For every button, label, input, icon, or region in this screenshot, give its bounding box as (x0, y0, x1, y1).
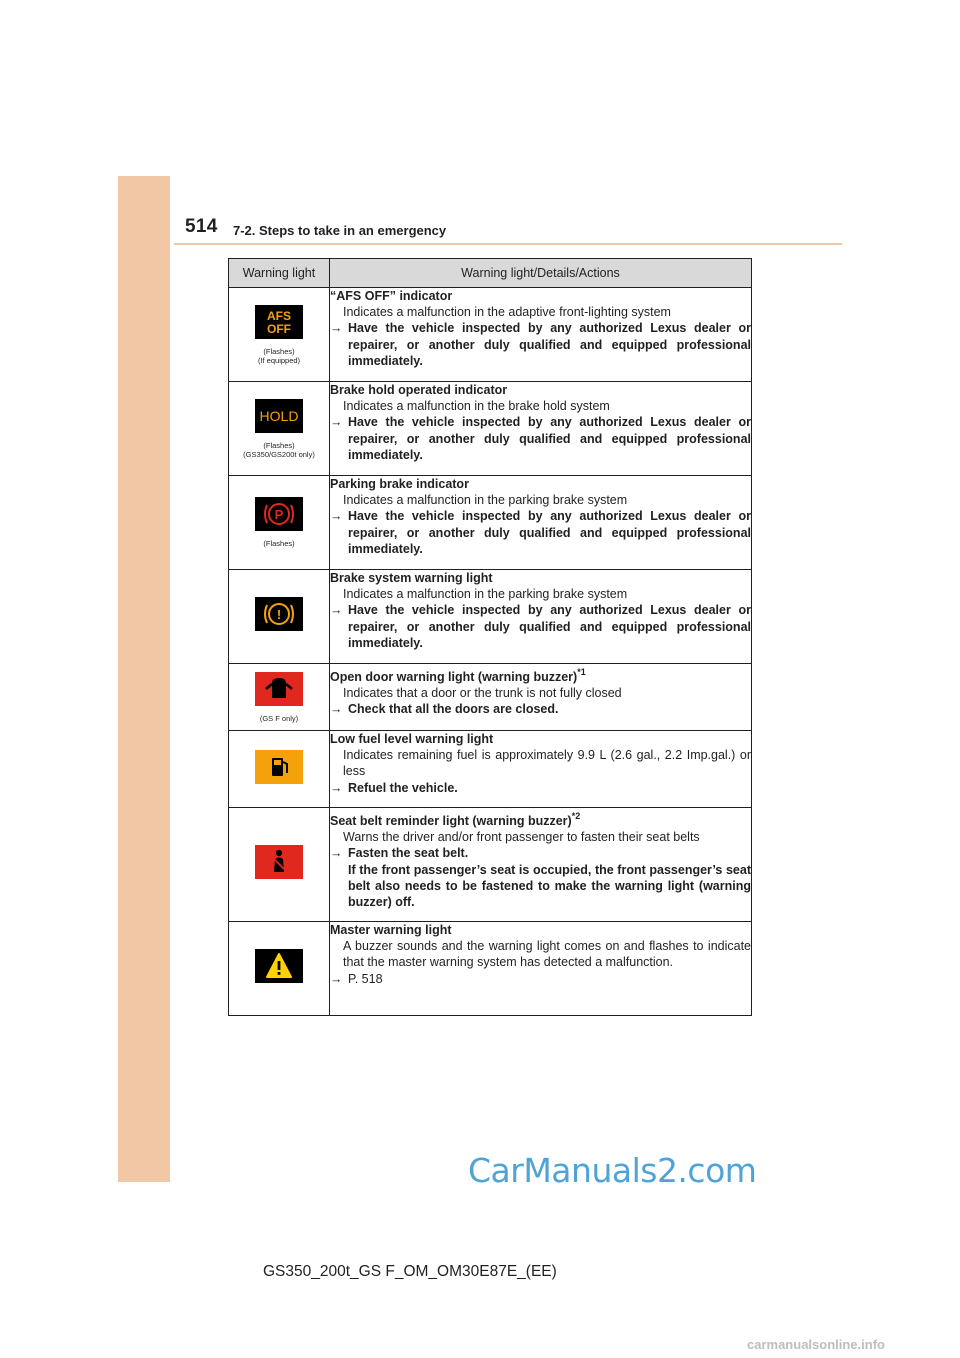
arrow-icon: → (330, 603, 343, 618)
table-row (229, 664, 752, 731)
icon-cell (229, 570, 330, 664)
icon-cell (229, 476, 330, 570)
row-action: → Check that all the doors are closed. (330, 702, 559, 717)
row-action: → P. 518 (330, 971, 383, 986)
details-cell (330, 922, 752, 1016)
footnote-marker: *1 (577, 667, 586, 677)
row-action-detail: If the front passenger’s seat is occupied, the front passenger’s seat belt also needs to be fastened to make the warning light (warning buzzer) off. (348, 862, 751, 910)
footnote-marker: *2 (571, 811, 581, 821)
row-detail: Indicates a malfunction in the parking brake system (343, 587, 628, 602)
hold-icon (255, 399, 303, 433)
master-warning-icon (255, 949, 303, 983)
row-detail: Indicates a malfunction in the brake hold system (343, 399, 610, 414)
details-cell (330, 731, 752, 808)
table-row (229, 731, 752, 808)
table-row (229, 382, 752, 476)
watermark-logo: CarManuals2.com (468, 1151, 757, 1190)
arrow-icon: → (330, 509, 343, 524)
seat-belt-icon (255, 845, 303, 879)
header-rule (174, 243, 842, 245)
svg-text:!: ! (276, 607, 282, 622)
details-cell (330, 664, 752, 731)
row-detail: A buzzer sounds and the warning light comes on and flashes to indicate that the master warning system has detected a malfunction. (343, 939, 751, 970)
icon-cell (229, 922, 330, 1016)
svg-text:P: P (274, 507, 284, 522)
details-cell (330, 382, 752, 476)
row-title: Master warning light (330, 923, 452, 937)
parking-brake-icon (255, 497, 303, 531)
icon-caption: (Flashes) (GS350/GS200t only) (243, 440, 315, 459)
arrow-icon: → (330, 780, 343, 795)
low-fuel-icon (255, 750, 303, 784)
arrow-icon: → (330, 971, 343, 986)
afs-icon-text-2: OFF (267, 321, 291, 336)
details-cell (330, 808, 752, 922)
row-action: → Have the vehicle inspected by any authorized Lexus dealer or repairer, or another duly qualified and equipped professional immediately. (330, 603, 751, 650)
arrow-icon: → (330, 321, 343, 336)
icon-cell (229, 382, 330, 476)
afs-icon-text-1: AFS (267, 308, 291, 323)
row-action: → Have the vehicle inspected by any authorized Lexus dealer or repairer, or another duly qualified and equipped professional immediately. (330, 415, 751, 462)
afs-off-icon (255, 305, 303, 339)
row-title: Brake system warning light (330, 571, 493, 585)
icon-cell (229, 288, 330, 382)
details-cell (330, 570, 752, 664)
row-title: “AFS OFF” indicator (330, 289, 453, 303)
column-header-details: Warning light/Details/Actions (330, 259, 752, 288)
arrow-icon: → (330, 702, 343, 717)
row-title: Open door warning light (warning buzzer)$^{*1}$ (330, 667, 586, 684)
footer-code: GS350_200t_GS F_OM_OM30E87E_(EE) (263, 1263, 557, 1280)
row-detail: Indicates that a door or the trunk is not fully closed (343, 686, 622, 701)
table-row (229, 476, 752, 570)
table-row (229, 288, 752, 382)
table-row (229, 570, 752, 664)
icon-cell (229, 731, 330, 808)
row-action: → Have the vehicle inspected by any authorized Lexus dealer or repairer, or another duly qualified and equipped professional immediately. (330, 509, 751, 556)
row-action: → Fasten the seat belt. (330, 846, 469, 861)
row-action: → Have the vehicle inspected by any authorized Lexus dealer or repairer, or another duly qualified and equipped professional immediately. (330, 321, 751, 368)
row-detail: Indicates a malfunction in the adaptive front-lighting system (343, 305, 671, 320)
row-detail: Indicates remaining fuel is approximately 9.9 L (2.6 gal., 2.2 Imp.gal.) or less (343, 748, 751, 779)
table-row (229, 922, 752, 1016)
details-cell (330, 476, 752, 570)
site-watermark: carmanualsonline.info (747, 1337, 885, 1352)
row-title: Brake hold operated indicator (330, 383, 508, 397)
row-detail: Indicates a malfunction in the parking brake system (343, 493, 628, 508)
icon-caption: (GS F only) (259, 713, 299, 723)
details-cell (330, 288, 752, 382)
table-header-row (229, 259, 752, 288)
table-row (229, 808, 752, 922)
row-title: Low fuel level warning light (330, 732, 494, 746)
arrow-icon: → (330, 846, 343, 861)
icon-caption: (Flashes) (263, 539, 295, 548)
icon-cell (229, 664, 330, 731)
row-title: Parking brake indicator (330, 477, 469, 491)
side-band (118, 176, 170, 1182)
open-door-icon (255, 672, 303, 706)
warning-light-table (228, 258, 752, 1016)
row-title: Seat belt reminder light (warning buzzer)$^{*2}$ (330, 811, 581, 828)
icon-caption: (Flashes) (If equipped) (257, 346, 301, 365)
icon-cell (229, 808, 330, 922)
row-action: → Refuel the vehicle. (330, 780, 458, 795)
page-number: 514 (185, 216, 218, 237)
hold-icon-text: HOLD (259, 407, 299, 424)
section-title: 7-2. Steps to take in an emergency (233, 223, 447, 238)
row-detail: Warns the driver and/or front passenger to fasten their seat belts (343, 830, 700, 845)
arrow-icon: → (330, 415, 343, 430)
column-header-warning-light: Warning light (229, 259, 330, 288)
brake-system-icon (255, 597, 303, 631)
